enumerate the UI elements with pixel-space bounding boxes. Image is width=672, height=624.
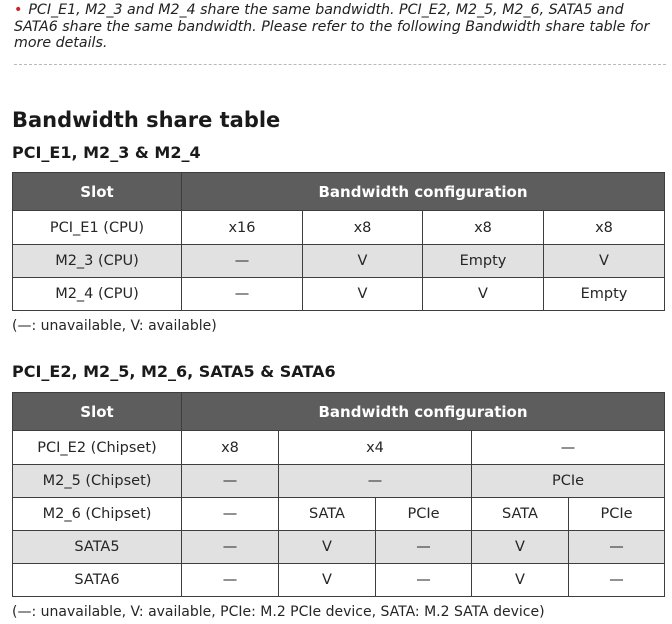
config-cell: — <box>182 245 303 278</box>
config-cell: V <box>423 278 544 311</box>
config-cell: x8 <box>303 211 423 245</box>
table1-legend-note: (—: unavailable, V: available) <box>12 318 217 334</box>
table-row <box>13 498 665 531</box>
header-slot: Slot <box>13 173 182 211</box>
header-bandwidth-config: Bandwidth configuration <box>182 393 665 431</box>
config-cell: V <box>472 564 569 597</box>
table-row <box>13 245 665 278</box>
config-cell: x8 <box>423 211 544 245</box>
config-cell: — <box>182 498 279 531</box>
config-cell: SATA <box>472 498 569 531</box>
config-cell: — <box>279 465 472 498</box>
slot-cell: M2_3 (CPU) <box>13 245 182 278</box>
table-row <box>13 431 665 465</box>
slot-cell: SATA6 <box>13 564 182 597</box>
config-cell: x8 <box>182 431 279 465</box>
config-cell: x8 <box>544 211 665 245</box>
table-header-row <box>13 173 665 211</box>
config-cell: V <box>472 531 569 564</box>
slot-cell: M2_6 (Chipset) <box>13 498 182 531</box>
config-cell: V <box>303 278 423 311</box>
table2-title: PCI_E2, M2_5, M2_6, SATA5 & SATA6 <box>12 362 336 381</box>
config-cell: x16 <box>182 211 303 245</box>
bullet-icon: • <box>14 2 23 18</box>
config-cell: V <box>303 245 423 278</box>
config-cell: — <box>182 531 279 564</box>
config-cell: PCIe <box>569 498 665 531</box>
table-row <box>13 278 665 311</box>
table-row <box>13 465 665 498</box>
config-cell: SATA <box>279 498 376 531</box>
slot-cell: M2_5 (Chipset) <box>13 465 182 498</box>
page-heading: Bandwidth share table <box>12 108 281 132</box>
divider <box>14 64 666 65</box>
config-cell: Empty <box>544 278 665 311</box>
config-cell: — <box>376 564 472 597</box>
header-bandwidth-config: Bandwidth configuration <box>182 173 665 211</box>
table2-bandwidth <box>12 392 665 597</box>
slot-cell: M2_4 (CPU) <box>13 278 182 311</box>
config-cell: — <box>182 278 303 311</box>
config-cell: — <box>182 564 279 597</box>
table-row <box>13 211 665 245</box>
slot-cell: SATA5 <box>13 531 182 564</box>
table1-title: PCI_E1, M2_3 & M2_4 <box>12 143 201 162</box>
slot-cell: PCI_E1 (CPU) <box>13 211 182 245</box>
config-cell: — <box>472 431 665 465</box>
table-row <box>13 531 665 564</box>
config-cell: V <box>279 531 376 564</box>
header-slot: Slot <box>13 393 182 431</box>
config-cell: V <box>544 245 665 278</box>
table2-legend-note: (—: unavailable, V: available, PCIe: M.2 PCIe device, SATA: M.2 SATA device) <box>12 604 545 620</box>
config-cell: PCIe <box>376 498 472 531</box>
intro-text: PCI_E1, M2_3 and M2_4 share the same bandwidth. PCI_E2, M2_5, M2_6, SATA5 and SATA6 share the same bandwidth. Please refer to the following Bandwidth share table for more details. <box>14 2 650 51</box>
slot-cell: PCI_E2 (Chipset) <box>13 431 182 465</box>
intro-paragraph <box>14 2 664 52</box>
config-cell: — <box>182 465 279 498</box>
config-cell: — <box>569 564 665 597</box>
table-row <box>13 564 665 597</box>
config-cell: V <box>279 564 376 597</box>
config-cell: Empty <box>423 245 544 278</box>
config-cell: PCIe <box>472 465 665 498</box>
config-cell: x4 <box>279 431 472 465</box>
table-header-row <box>13 393 665 431</box>
config-cell: — <box>569 531 665 564</box>
config-cell: — <box>376 531 472 564</box>
table1-bandwidth <box>12 172 665 311</box>
